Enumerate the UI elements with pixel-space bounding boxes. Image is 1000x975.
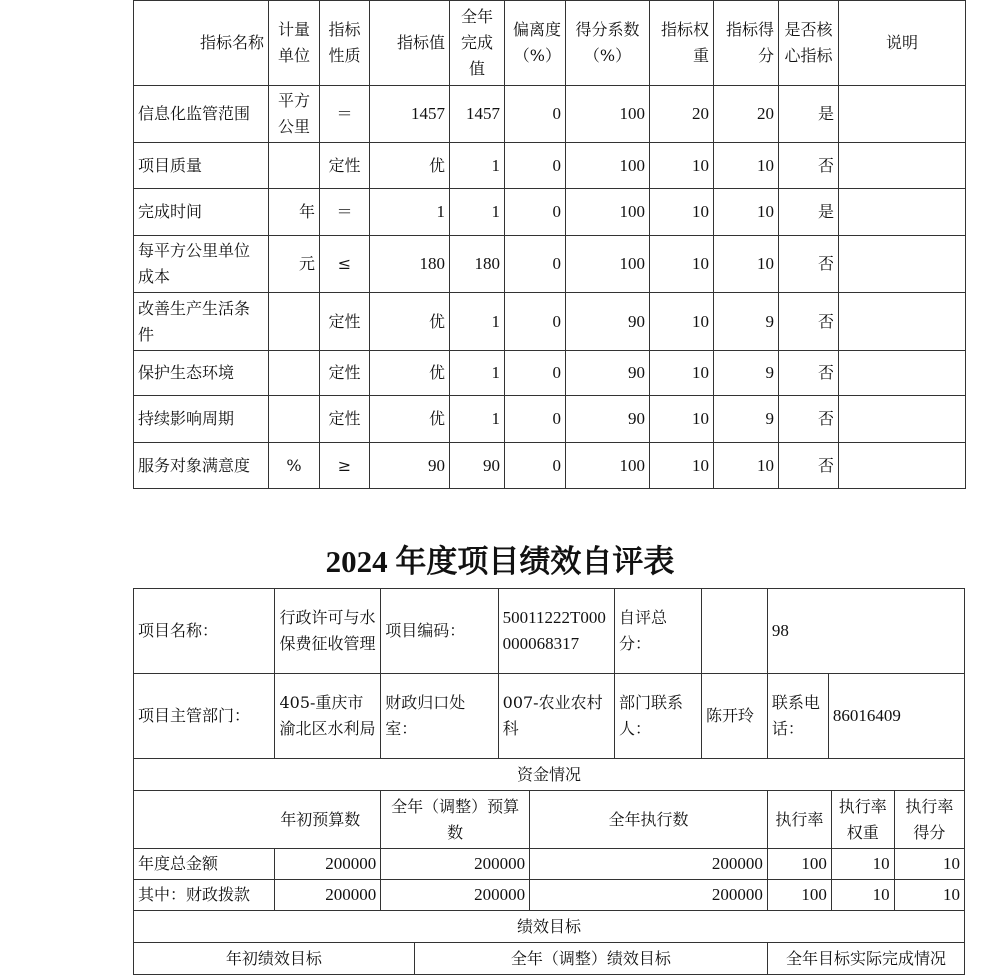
goals-header-actual: 全年目标实际完成情况	[767, 943, 964, 975]
cell-actual-value: 1	[450, 351, 505, 396]
self-score: 98	[767, 589, 964, 674]
table-row	[134, 86, 966, 143]
cell-remarks	[839, 443, 966, 489]
project-code-label: 项目编码：	[381, 589, 498, 674]
cell-weight: 10	[650, 443, 714, 489]
cell-nature: ≥	[320, 443, 370, 489]
header-deviation: 偏离度（%）	[505, 1, 566, 86]
cell-score-coef: 90	[566, 351, 650, 396]
funds-title: 资金情况	[134, 759, 965, 791]
cell-score: 9	[714, 351, 779, 396]
cell-score-coef: 100	[566, 86, 650, 143]
header-indicator-name: 指标名称	[134, 1, 269, 86]
goals-title: 绩效目标	[134, 911, 965, 943]
cell-deviation: 0	[505, 443, 566, 489]
cell-score: 10	[714, 443, 779, 489]
cell-target-value: 1	[370, 189, 450, 236]
cell-nature: ＝	[320, 86, 370, 143]
cell-score: 9	[714, 293, 779, 351]
cell-weight: 10	[650, 293, 714, 351]
cell-is-core: 是	[779, 86, 839, 143]
project-name: 行政许可与水保费征收管理	[275, 589, 381, 674]
funds-row-label: 年度总金额	[134, 849, 275, 880]
funds-rate-score: 10	[894, 849, 964, 880]
goals-title-row	[134, 911, 965, 943]
dept-label: 项目主管部门：	[134, 674, 275, 759]
cell-unit	[269, 351, 320, 396]
header-score: 指标得分	[714, 1, 779, 86]
header-score-coef: 得分系数（%）	[566, 1, 650, 86]
cell-actual-value: 90	[450, 443, 505, 489]
contact-wrap	[614, 674, 767, 759]
funds-header-row	[134, 791, 965, 849]
cell-indicator-name: 持续影响周期	[134, 396, 269, 443]
cell-deviation: 0	[505, 293, 566, 351]
contact-label: 部门联系人：	[615, 674, 702, 758]
cell-actual-value: 1	[450, 293, 505, 351]
cell-weight: 10	[650, 189, 714, 236]
cell-score-coef: 100	[566, 143, 650, 189]
cell-actual-value: 1	[450, 143, 505, 189]
goals-header-initial: 年初绩效目标	[134, 943, 415, 975]
header-remarks: 说明	[839, 1, 966, 86]
table-row	[134, 443, 966, 489]
cell-score: 10	[714, 143, 779, 189]
funds-row	[134, 880, 965, 911]
header-is-core: 是否核心指标	[779, 1, 839, 86]
funds-header-executed: 全年执行数	[530, 791, 768, 849]
cell-indicator-name: 项目质量	[134, 143, 269, 189]
cell-nature: 定性	[320, 293, 370, 351]
cell-score-coef: 100	[566, 443, 650, 489]
table-row	[134, 189, 966, 236]
funds-header-rate-weight: 执行率权重	[831, 791, 894, 849]
phone-label: 联系电话：	[768, 674, 829, 758]
cell-weight: 10	[650, 236, 714, 293]
cell-indicator-name: 完成时间	[134, 189, 269, 236]
project-info-row	[134, 589, 965, 674]
funds-exec-rate: 100	[767, 849, 831, 880]
self-score-label: 自评总分：	[615, 589, 702, 673]
cell-score-coef: 90	[566, 293, 650, 351]
cell-nature: 定性	[320, 396, 370, 443]
goals-header-row	[134, 943, 965, 975]
indicator-table	[133, 0, 966, 489]
table-row	[134, 236, 966, 293]
dept: 405-重庆市渝北区水利局	[275, 674, 381, 759]
cell-weight: 10	[650, 143, 714, 189]
cell-target-value: 1457	[370, 86, 450, 143]
cell-target-value: 优	[370, 143, 450, 189]
cell-is-core: 否	[779, 236, 839, 293]
cell-target-value: 90	[370, 443, 450, 489]
funds-title-row	[134, 759, 965, 791]
cell-weight: 10	[650, 396, 714, 443]
cell-unit: 平方公里	[269, 86, 320, 143]
cell-unit: 年	[269, 189, 320, 236]
finance-label: 财政归口处室：	[381, 674, 498, 759]
cell-indicator-name: 信息化监管范围	[134, 86, 269, 143]
funds-row-label: 其中：财政拨款	[134, 880, 275, 911]
funds-executed: 200000	[530, 880, 768, 911]
header-weight: 指标权重	[650, 1, 714, 86]
cell-score-coef: 100	[566, 189, 650, 236]
dept-info-row	[134, 674, 965, 759]
cell-actual-value: 1	[450, 396, 505, 443]
funds-rate-score: 10	[894, 880, 964, 911]
cell-deviation: 0	[505, 86, 566, 143]
cell-score: 9	[714, 396, 779, 443]
cell-remarks	[839, 143, 966, 189]
cell-unit: %	[269, 443, 320, 489]
self-score-wrap	[614, 589, 767, 674]
cell-is-core: 否	[779, 396, 839, 443]
cell-target-value: 优	[370, 396, 450, 443]
cell-is-core: 否	[779, 143, 839, 189]
phone: 86016409	[832, 706, 901, 725]
contact: 陈开玲	[705, 706, 754, 725]
header-nature: 指标性质	[320, 1, 370, 86]
header-unit: 计量单位	[269, 1, 320, 86]
cell-deviation: 0	[505, 236, 566, 293]
cell-remarks	[839, 236, 966, 293]
cell-score: 20	[714, 86, 779, 143]
cell-is-core: 否	[779, 443, 839, 489]
goals-header-adjusted: 全年（调整）绩效目标	[414, 943, 767, 975]
cell-remarks	[839, 293, 966, 351]
cell-is-core: 否	[779, 293, 839, 351]
cell-unit: 元	[269, 236, 320, 293]
cell-weight: 20	[650, 86, 714, 143]
cell-remarks	[839, 396, 966, 443]
project-code: 50011222T000000068317	[498, 589, 614, 674]
cell-unit	[269, 143, 320, 189]
cell-indicator-name: 服务对象满意度	[134, 443, 269, 489]
cell-score: 10	[714, 236, 779, 293]
table-row	[134, 351, 966, 396]
cell-nature: 定性	[320, 351, 370, 396]
self-evaluation-table	[133, 588, 965, 975]
table-row	[134, 143, 966, 189]
cell-indicator-name: 保护生态环境	[134, 351, 269, 396]
project-name-label: 项目名称：	[134, 589, 275, 674]
cell-deviation: 0	[505, 189, 566, 236]
cell-unit	[269, 293, 320, 351]
funds-rate-weight: 10	[831, 880, 894, 911]
page-title: 2024 年度项目绩效自评表	[325, 544, 675, 579]
funds-initial-budget: 200000	[275, 849, 381, 880]
table-row	[134, 396, 966, 443]
funds-header-rate-score: 执行率得分	[894, 791, 964, 849]
cell-deviation: 0	[505, 143, 566, 189]
cell-deviation: 0	[505, 396, 566, 443]
cell-indicator-name: 改善生产生活条件	[134, 293, 269, 351]
cell-score-coef: 90	[566, 396, 650, 443]
cell-nature: 定性	[320, 143, 370, 189]
table-row	[134, 293, 966, 351]
cell-deviation: 0	[505, 351, 566, 396]
cell-indicator-name: 每平方公里单位成本	[134, 236, 269, 293]
cell-score-coef: 100	[566, 236, 650, 293]
cell-nature: ＝	[320, 189, 370, 236]
cell-weight: 10	[650, 351, 714, 396]
cell-is-core: 是	[779, 189, 839, 236]
funds-adjusted-budget: 200000	[381, 880, 530, 911]
cell-remarks	[839, 189, 966, 236]
cell-target-value: 180	[370, 236, 450, 293]
funds-initial-budget: 200000	[275, 880, 381, 911]
cell-actual-value: 1	[450, 189, 505, 236]
cell-remarks	[839, 351, 966, 396]
funds-header-initial-budget: 年初预算数	[134, 791, 381, 849]
header-actual-value: 全年完成值	[450, 1, 505, 86]
funds-exec-rate: 100	[767, 880, 831, 911]
funds-row	[134, 849, 965, 880]
funds-executed: 200000	[530, 849, 768, 880]
indicator-header-row	[134, 1, 966, 86]
funds-header-adjusted-budget: 全年（调整）预算数	[381, 791, 530, 849]
cell-is-core: 否	[779, 351, 839, 396]
cell-remarks	[839, 86, 966, 143]
cell-target-value: 优	[370, 351, 450, 396]
finance: 007-农业农村科	[498, 674, 614, 759]
funds-header-exec-rate: 执行率	[767, 791, 831, 849]
header-target-value: 指标值	[370, 1, 450, 86]
cell-actual-value: 1457	[450, 86, 505, 143]
cell-unit	[269, 396, 320, 443]
cell-actual-value: 180	[450, 236, 505, 293]
cell-nature: ≤	[320, 236, 370, 293]
cell-score: 10	[714, 189, 779, 236]
phone-wrap	[767, 674, 964, 759]
funds-rate-weight: 10	[831, 849, 894, 880]
cell-target-value: 优	[370, 293, 450, 351]
funds-adjusted-budget: 200000	[381, 849, 530, 880]
